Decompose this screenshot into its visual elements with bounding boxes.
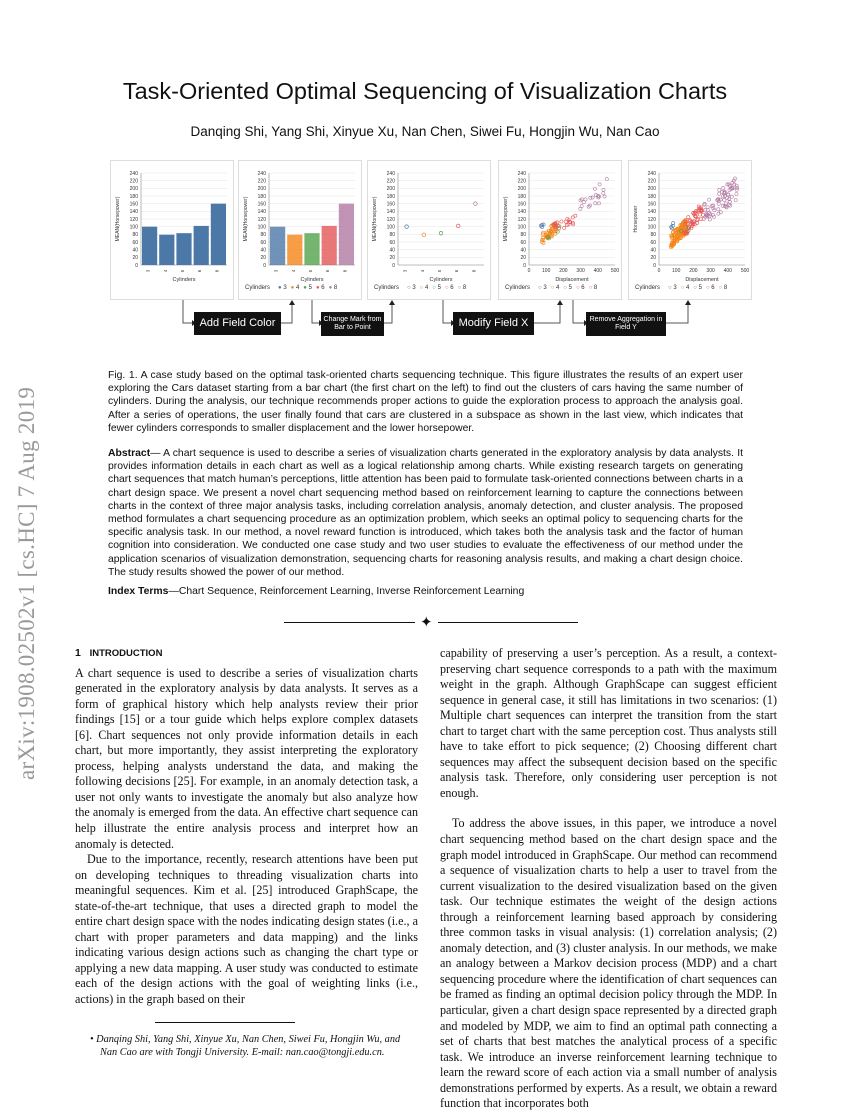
arxiv-identifier: arXiv:1908.02502v1 [cs.HC] 7 Aug 2019 xyxy=(14,386,39,780)
y-tick-label: 20 xyxy=(260,255,266,262)
y-tick-label: 160 xyxy=(517,201,526,208)
y-tick-label: 60 xyxy=(650,239,656,246)
y-tick-label: 120 xyxy=(386,216,395,223)
y-tick-label: 100 xyxy=(517,224,526,231)
y-axis-title: MEAN(Horsepower) xyxy=(115,196,121,242)
y-tick-label: 120 xyxy=(517,216,526,223)
divider-right xyxy=(438,622,578,623)
legend-item: ○ 8 xyxy=(457,285,467,291)
y-tick-label: 240 xyxy=(257,170,266,177)
add-field-color-step: Add Field Color xyxy=(194,312,281,335)
x-tick-label: 6 xyxy=(197,269,203,273)
legend-item: ● 5 xyxy=(303,285,312,291)
y-tick-label: 20 xyxy=(389,255,395,262)
y-tick-label: 40 xyxy=(389,247,395,254)
legend-item: ● 6 xyxy=(315,285,325,291)
legend-item: ● 3 xyxy=(278,285,287,291)
x-tick-label: 3 xyxy=(273,269,279,273)
y-tick-label: 0 xyxy=(392,262,395,269)
figure-caption: Fig. 1. A case study based on the optimal task-oriented charts sequencing technique. This figure illustrates the results of an expert user exploring the Cars dataset starting from a bar chart (the first chart on the left) to find out the clusters of cars having the same number of cylinders. During the analysis, our technique recommends proper actions to guide the exploration process to approach the analysis goal. After a series of operations, the user finally found that cars are clustered in a subspace as shown in the last view, which indicates that fewer cylinders corresponds to smaller displacement and the lower horsepower. xyxy=(108,370,743,434)
y-tick-label: 160 xyxy=(129,201,138,208)
x-tick-label: 4 xyxy=(419,269,425,273)
divider-left xyxy=(284,622,415,623)
y-axis-title: MEAN(Horsepower) xyxy=(503,196,509,242)
x-tick-label: 4 xyxy=(162,269,168,273)
x-tick-label: 8 xyxy=(342,269,348,273)
y-tick-label: 220 xyxy=(257,178,266,185)
paragraph: Due to the importance, recently, research attentions have been put on developing techniques to threading visualization charts into meaningful sequences. Kim et al. [25] introduced GraphScape, the state-of-the-art technique, that uses a directed graph to model the entire chart design space with the nodes indicating design states (i.e., a chart with proper parameters and data mapping) and the links indicating various design actions such as changing the chart type or applying a new data mapping. A user study was conducted to estimate each of the design actions with the goal of weighting links (i.e., actions) in the graph based on their xyxy=(75,852,418,1007)
y-tick-label: 100 xyxy=(257,224,266,231)
y-tick-label: 140 xyxy=(386,209,395,216)
x-axis-title: Cylinders xyxy=(300,277,324,283)
y-tick-label: 140 xyxy=(257,209,266,216)
y-tick-label: 120 xyxy=(257,216,266,223)
legend-item: ○ 5 xyxy=(563,285,572,291)
y-tick-label: 40 xyxy=(520,247,526,254)
y-tick-label: 60 xyxy=(132,239,138,246)
legend-item: ○ 8 xyxy=(588,285,598,291)
section-number: 1 xyxy=(75,647,81,659)
y-tick-label: 200 xyxy=(386,186,395,193)
legend-item: ● 8 xyxy=(328,285,338,291)
y-tick-label: 0 xyxy=(653,262,656,269)
x-tick-label: 300 xyxy=(576,268,585,274)
modify-field-x-step: Modify Field X xyxy=(453,312,534,335)
paper-title: Task-Oriented Optimal Sequencing of Visualization Charts xyxy=(122,78,728,104)
y-tick-label: 20 xyxy=(650,255,656,262)
y-tick-label: 60 xyxy=(260,239,266,246)
y-tick-label: 140 xyxy=(129,209,138,216)
y-tick-label: 240 xyxy=(129,170,138,177)
y-tick-label: 240 xyxy=(386,170,395,177)
y-tick-label: 220 xyxy=(647,178,656,185)
legend-title: Cylinders xyxy=(374,285,400,291)
x-tick-label: 5 xyxy=(437,269,442,273)
right-column xyxy=(440,646,777,1112)
y-tick-label: 200 xyxy=(257,186,266,193)
legend-item: ○ 8 xyxy=(718,285,728,291)
legend-item: ○ 4 xyxy=(550,285,560,291)
y-tick-label: 160 xyxy=(257,201,266,208)
y-tick-label: 220 xyxy=(517,178,526,185)
y-tick-label: 200 xyxy=(129,186,138,193)
y-tick-label: 80 xyxy=(520,232,526,239)
divider-diamond-icon: ✦ xyxy=(420,615,433,631)
y-tick-label: 100 xyxy=(647,224,656,231)
y-tick-label: 40 xyxy=(132,247,138,254)
x-tick-label: 300 xyxy=(706,268,715,274)
y-axis-title: MEAN(Horsepower) xyxy=(372,196,378,242)
remove-aggregation-step: Remove Aggregation in Field Y xyxy=(586,312,666,336)
author-list: Danqing Shi, Yang Shi, Xinyue Xu, Nan Chen, Siwei Fu, Hongjin Wu, Nan Cao xyxy=(190,124,660,139)
abstract-label: Abstract xyxy=(108,448,151,459)
y-tick-label: 80 xyxy=(650,232,656,239)
x-tick-label: 500 xyxy=(610,268,620,274)
y-tick-label: 240 xyxy=(647,170,656,177)
section-heading xyxy=(75,646,418,662)
x-tick-label: 5 xyxy=(180,269,185,273)
footnote: • Danqing Shi, Yang Shi, Xinyue Xu, Nan Chen, Siwei Fu, Hongjin Wu, and Nan Cao are with Tongji University. E-mail: nan.cao@tongji.edu.cn. xyxy=(90,1033,401,1058)
y-tick-label: 180 xyxy=(647,193,656,200)
legend-item: ○ 6 xyxy=(575,285,585,291)
x-tick-label: 6 xyxy=(454,269,460,273)
index-terms-text: —Chart Sequence, Reinforcement Learning, Inverse Reinforcement Learning xyxy=(168,586,525,597)
x-axis-title: Cylinders xyxy=(172,277,196,283)
x-tick-label: 200 xyxy=(559,268,568,274)
legend-item: ○ 6 xyxy=(444,285,454,291)
x-tick-label: 200 xyxy=(689,268,698,274)
y-tick-label: 220 xyxy=(129,178,138,185)
y-tick-label: 200 xyxy=(517,186,526,193)
y-tick-label: 40 xyxy=(650,247,656,254)
y-tick-label: 80 xyxy=(132,232,138,239)
y-axis-title: Horsepower xyxy=(633,205,639,233)
legend-item: ○ 3 xyxy=(538,285,547,291)
y-tick-label: 160 xyxy=(647,201,656,208)
legend-item: ● 4 xyxy=(290,285,300,291)
legend-item: ○ 5 xyxy=(693,285,702,291)
y-tick-label: 120 xyxy=(647,216,656,223)
y-tick-label: 20 xyxy=(132,255,138,262)
y-tick-label: 180 xyxy=(257,193,266,200)
y-tick-label: 0 xyxy=(523,262,526,269)
section-title: INTRODUCTION xyxy=(89,648,163,659)
y-tick-label: 180 xyxy=(129,193,138,200)
legend-title: Cylinders xyxy=(245,285,271,291)
y-tick-label: 60 xyxy=(520,239,526,246)
legend-item: ○ 3 xyxy=(668,285,677,291)
change-mark-step: Change Mark from Bar to Point xyxy=(321,312,384,336)
x-tick-label: 500 xyxy=(740,268,750,274)
abstract xyxy=(108,447,743,579)
y-tick-label: 140 xyxy=(517,209,526,216)
paragraph: A chart sequence is used to describe a series of visualization charts generated in the exploratory analysis by data analysts. It serves as a form of graphical history which help analysts review their prior findings [15] or a tour guide which helps explore complex datasets [6]. Chart sequences not only provide information details in each chart, but more importantly, they assist interpreting the exploratory process, helping analysts understand the data, and making the following decisions [25]. For example, in an anomaly detection task, a user not only wants to investigate the anomaly but also analyze how the anomaly is emerged from the data. An effective chart sequence can help illustrate the entire analysis process and interpret how an anomaly is detected. xyxy=(75,665,418,851)
x-tick-label: 100 xyxy=(672,268,681,274)
x-tick-label: 400 xyxy=(723,268,732,274)
x-tick-label: 8 xyxy=(214,269,220,273)
y-tick-label: 80 xyxy=(260,232,266,239)
y-tick-label: 60 xyxy=(389,239,395,246)
footnote-rule xyxy=(155,1022,295,1023)
y-tick-label: 180 xyxy=(517,193,526,200)
legend-item: ○ 3 xyxy=(407,285,416,291)
x-tick-label: 0 xyxy=(657,268,661,274)
x-tick-label: 3 xyxy=(145,269,151,273)
abstract-text: — A chart sequence is used to describe a series of visualization charts generated in the exploratory analysis by data analysts. It provides information details in each chart as well as a logical relationship among charts. While existing research targets on generating chart sequences that match human’s perceptions, little attention has been paid to formulate task-oriented connections between charts in a chart design space. We present a novel chart sequencing method based on reinforcement learning to capture the connections between charts in the context of three major analysis tasks, including correlation analysis, anomaly detection, and cluster analysis. The proposed method formulates a chart sequencing procedure as an optimization problem, which seeks an optimal policy to sequencing charts for the specific analysis task. In our method, a novel reward function is introduced, which takes both the analysis task and the factor of human cognition into consideration. We conducted one case study and two user studies to evaluate the effectiveness of our method under the application scenarios of visualization demonstration, sequencing charts for reasoning analysis results, and making a chart design choice. The study results showed the power of our method. xyxy=(108,448,743,578)
x-axis-title: Displacement xyxy=(685,277,719,283)
y-tick-label: 80 xyxy=(389,232,395,239)
paragraph: To address the above issues, in this paper, we introduce a novel chart sequencing method based on the chart design space and the graph model introduced in GraphScape. Our method can recommend a sequence of visualization charts to help a user to travel from the current visualization to the desired visualization based on the given task. Our technique estimates the weight of the design actions through a reinforcement learning based approach by considering three common tasks in visual analysis: (1) correlation analysis; (2) anomaly detection, and (3) cluster analysis. In our methods, we make an analogy between a Markov decision process (MDP) and a chart sequencing procedure where the identification of chart sequences can be framed as finding an optimal decision policy through the MDP. In particular, given a chart design space represented by a directed graph and modeled by MDP, we aim to find an optimal path connecting a set of charts that best matches the analytical process of a specific task. We introduce an inverse reinforcement learning technique to learn the reward score of each action via a small number of analysis demonstrations performed by experts. As a result, we obtain a reward function that incorporates both xyxy=(440,816,777,1111)
index-terms-label: Index Terms xyxy=(108,586,169,597)
legend-item: ○ 4 xyxy=(419,285,429,291)
y-tick-label: 140 xyxy=(647,209,656,216)
x-tick-label: 100 xyxy=(542,268,551,274)
x-axis-title: Displacement xyxy=(555,277,589,283)
y-tick-label: 180 xyxy=(386,193,395,200)
x-axis-title: Cylinders xyxy=(429,277,453,283)
x-tick-label: 6 xyxy=(325,269,331,273)
x-tick-label: 3 xyxy=(402,269,408,273)
y-tick-label: 200 xyxy=(647,186,656,193)
legend-title: Cylinders xyxy=(505,285,531,291)
legend-item: ○ 5 xyxy=(432,285,441,291)
y-tick-label: 220 xyxy=(386,178,395,185)
y-tick-label: 120 xyxy=(129,216,138,223)
y-tick-label: 100 xyxy=(386,224,395,231)
legend-item: ○ 4 xyxy=(680,285,690,291)
y-tick-label: 160 xyxy=(386,201,395,208)
index-terms xyxy=(108,586,743,597)
flow-arrows xyxy=(0,0,850,360)
y-axis-title: MEAN(Horsepower) xyxy=(243,196,249,242)
y-tick-label: 0 xyxy=(135,262,138,269)
x-tick-label: 400 xyxy=(593,268,602,274)
x-tick-label: 8 xyxy=(471,269,477,273)
legend-title: Cylinders xyxy=(635,285,661,291)
y-tick-label: 100 xyxy=(129,224,138,231)
y-tick-label: 40 xyxy=(260,247,266,254)
y-tick-label: 20 xyxy=(520,255,526,262)
x-tick-label: 0 xyxy=(527,268,531,274)
legend-item: ○ 6 xyxy=(705,285,715,291)
x-tick-label: 4 xyxy=(290,269,296,273)
left-column xyxy=(75,646,418,1059)
y-tick-label: 0 xyxy=(263,262,266,269)
paragraph: capability of preserving a user’s perception. As a result, a context-preserving chart sequence corresponds to a path with the maximum weight in the graph. Although GraphScape can suggest efficient sequence in general case, it still has limitations in two scenarios: (1) Multiple chart sequences can interpret the transition from the start chart to target chart with the same perception cost. Thus analysts still have to take effort to pick sequence; (2) Choosing different chart sequences may affect the subsequent decision based on the specific analysis task. Therefore, only considering user perception is not enough. xyxy=(440,646,777,800)
y-tick-label: 240 xyxy=(517,170,526,177)
x-tick-label: 5 xyxy=(308,269,313,273)
